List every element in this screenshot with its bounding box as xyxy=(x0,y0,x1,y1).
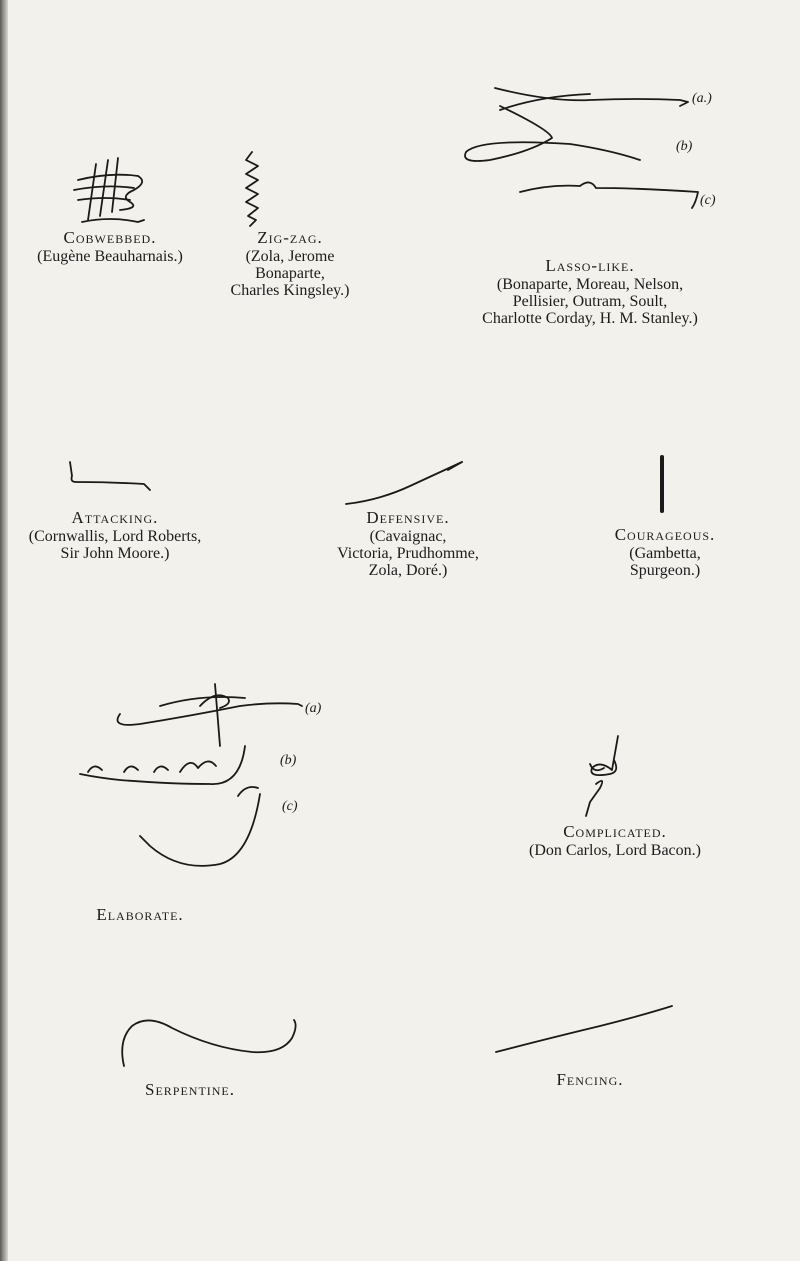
elaborate-mark-b: (b) xyxy=(280,753,297,768)
elaborate-flourish-icon xyxy=(40,676,340,886)
lasso-mark-a: (a.) xyxy=(692,91,712,106)
serpentine-entry xyxy=(90,1080,290,1100)
lasso-flourish-icon xyxy=(440,80,730,255)
cobwebbed-names-line-1: (Eugène Beauharnais.) xyxy=(37,248,183,265)
complicated-entry xyxy=(470,822,760,859)
lasso-names-line-3: Charlotte Corday, H. M. Stanley.) xyxy=(482,310,698,327)
lasso-mark-b: (b) xyxy=(676,139,693,154)
serpentine-title: Serpentine. xyxy=(144,1080,236,1099)
elaborate-mark-a: (a) xyxy=(305,701,322,716)
courageous-names-line-1: (Gambetta, xyxy=(629,545,701,562)
zigzag-names-line-2: Bonaparte, xyxy=(255,265,325,282)
serpentine-flourish-icon xyxy=(112,1010,312,1070)
defensive-names-line-1: (Cavaignac, xyxy=(369,528,447,545)
cobwebbed-flourish-icon xyxy=(60,150,155,232)
fencing-flourish-icon xyxy=(490,1002,680,1058)
courageous-title: Courageous. xyxy=(614,525,716,544)
courageous-names-line-2: Spurgeon.) xyxy=(629,562,701,579)
elaborate-entry xyxy=(40,905,240,925)
zigzag-names-line-1: (Zola, Jerome xyxy=(245,248,335,265)
defensive-names-line-2: Victoria, Prudhomme, xyxy=(337,545,479,562)
cobwebbed-title: Cobwebbed. xyxy=(63,228,157,247)
lasso-title: Lasso-like. xyxy=(545,256,635,275)
courageous-flourish-icon xyxy=(652,455,672,515)
fencing-title: Fencing. xyxy=(556,1070,624,1089)
zigzag-title: Zig-zag. xyxy=(257,228,323,247)
attacking-flourish-icon xyxy=(60,456,160,494)
complicated-title: Complicated. xyxy=(563,822,667,841)
complicated-flourish-icon xyxy=(560,730,640,820)
defensive-names-line-3: Zola, Doré.) xyxy=(368,562,448,579)
attacking-names-line-1: (Cornwallis, Lord Roberts, xyxy=(28,528,202,545)
defensive-entry xyxy=(298,508,518,579)
attacking-names-line-2: Sir John Moore.) xyxy=(60,545,170,562)
zigzag-flourish-icon xyxy=(238,148,268,230)
complicated-names-line-1: (Don Carlos, Lord Bacon.) xyxy=(529,842,701,859)
elaborate-title: Elaborate. xyxy=(96,905,184,924)
courageous-entry xyxy=(580,525,750,579)
elaborate-mark-c: (c) xyxy=(282,799,298,814)
attacking-title: Attacking. xyxy=(71,508,159,527)
defensive-flourish-icon xyxy=(340,458,470,508)
fencing-entry xyxy=(500,1070,680,1090)
attacking-entry xyxy=(0,508,230,562)
zigzag-entry xyxy=(215,228,365,299)
cobwebbed-entry xyxy=(20,228,200,265)
defensive-title: Defensive. xyxy=(366,508,450,527)
lasso-entry xyxy=(440,256,740,327)
page-edge-shadow xyxy=(0,0,8,1261)
lasso-names-line-1: (Bonaparte, Moreau, Nelson, xyxy=(496,276,684,293)
lasso-mark-c: (c) xyxy=(700,193,716,208)
zigzag-names-line-3: Charles Kingsley.) xyxy=(230,282,350,299)
lasso-names-line-2: Pellisier, Outram, Soult, xyxy=(512,293,668,310)
